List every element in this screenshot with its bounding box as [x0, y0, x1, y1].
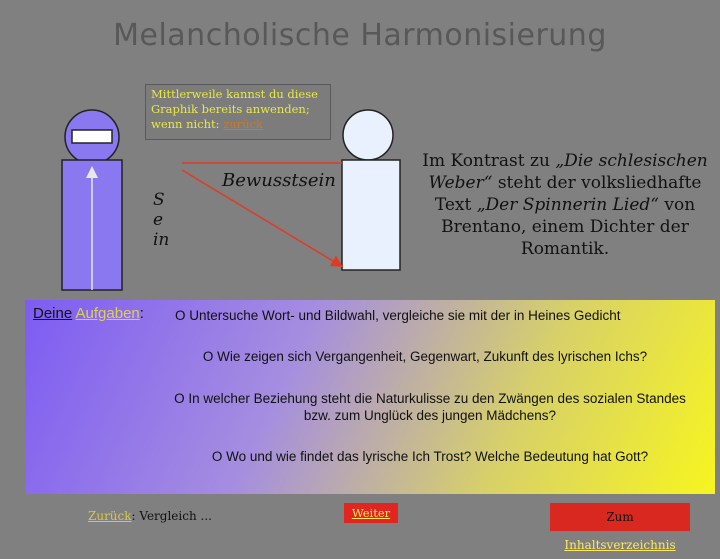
ghost-head	[343, 110, 393, 160]
poem-title-spinnerin: „Der Spinnerin Lied“	[476, 195, 659, 215]
sein-label	[153, 190, 175, 250]
person-head-band	[72, 130, 112, 143]
task-item: O Untersuche Wort- und Bildwahl, vergleiche sie mit der in Heines Gedicht	[175, 308, 621, 323]
task-item: O In welcher Beziehung steht die Naturkulisse zu den Zwängen des sozialen Standes bzw. zum Unglück des jungen Mädchens?	[174, 391, 686, 423]
sein-letter: in	[153, 230, 170, 250]
next-button[interactable]: Weiter	[344, 503, 398, 523]
back-navigation: Zurück: Vergleich ...	[88, 509, 212, 523]
back-link[interactable]: Zurück	[88, 509, 132, 523]
tasks-link[interactable]: Aufgaben	[75, 305, 140, 322]
index-button[interactable]: Zum Inhaltsverzeichnis	[550, 503, 690, 531]
note-text: Mittlerweile kannst du diese Graphik bereits anwenden; wenn nicht:	[151, 87, 318, 131]
index-link[interactable]: Inhaltsverzeichnis	[564, 538, 676, 552]
sein-letter: e	[153, 210, 164, 230]
tasks-heading: Deine Aufgaben:	[33, 305, 144, 322]
sein-letter: S	[153, 190, 165, 210]
bewusstsein-label: Bewusstsein	[222, 170, 336, 191]
page-title: Melancholische Harmonisierung	[113, 18, 607, 53]
task-item: O Wie zeigen sich Vergangenheit, Gegenwart, Zukunft des lyrischen Ichs?	[202, 349, 648, 364]
poem-title-weber: „Die schlesischen Weber“	[428, 151, 708, 193]
contrast-text: Im Kontrast zu „Die schlesischen Weber“ steht der volksliedhafte Text „Der Spinnerin Lied“ von Brentano, einem Dichter der Romantik.	[422, 151, 708, 259]
note-back-link[interactable]: zurück	[223, 117, 263, 131]
task-item: O Wo und wie findet das lyrische Ich Trost? Welche Bedeutung hat Gott?	[211, 449, 649, 464]
ghost-body	[342, 160, 400, 270]
